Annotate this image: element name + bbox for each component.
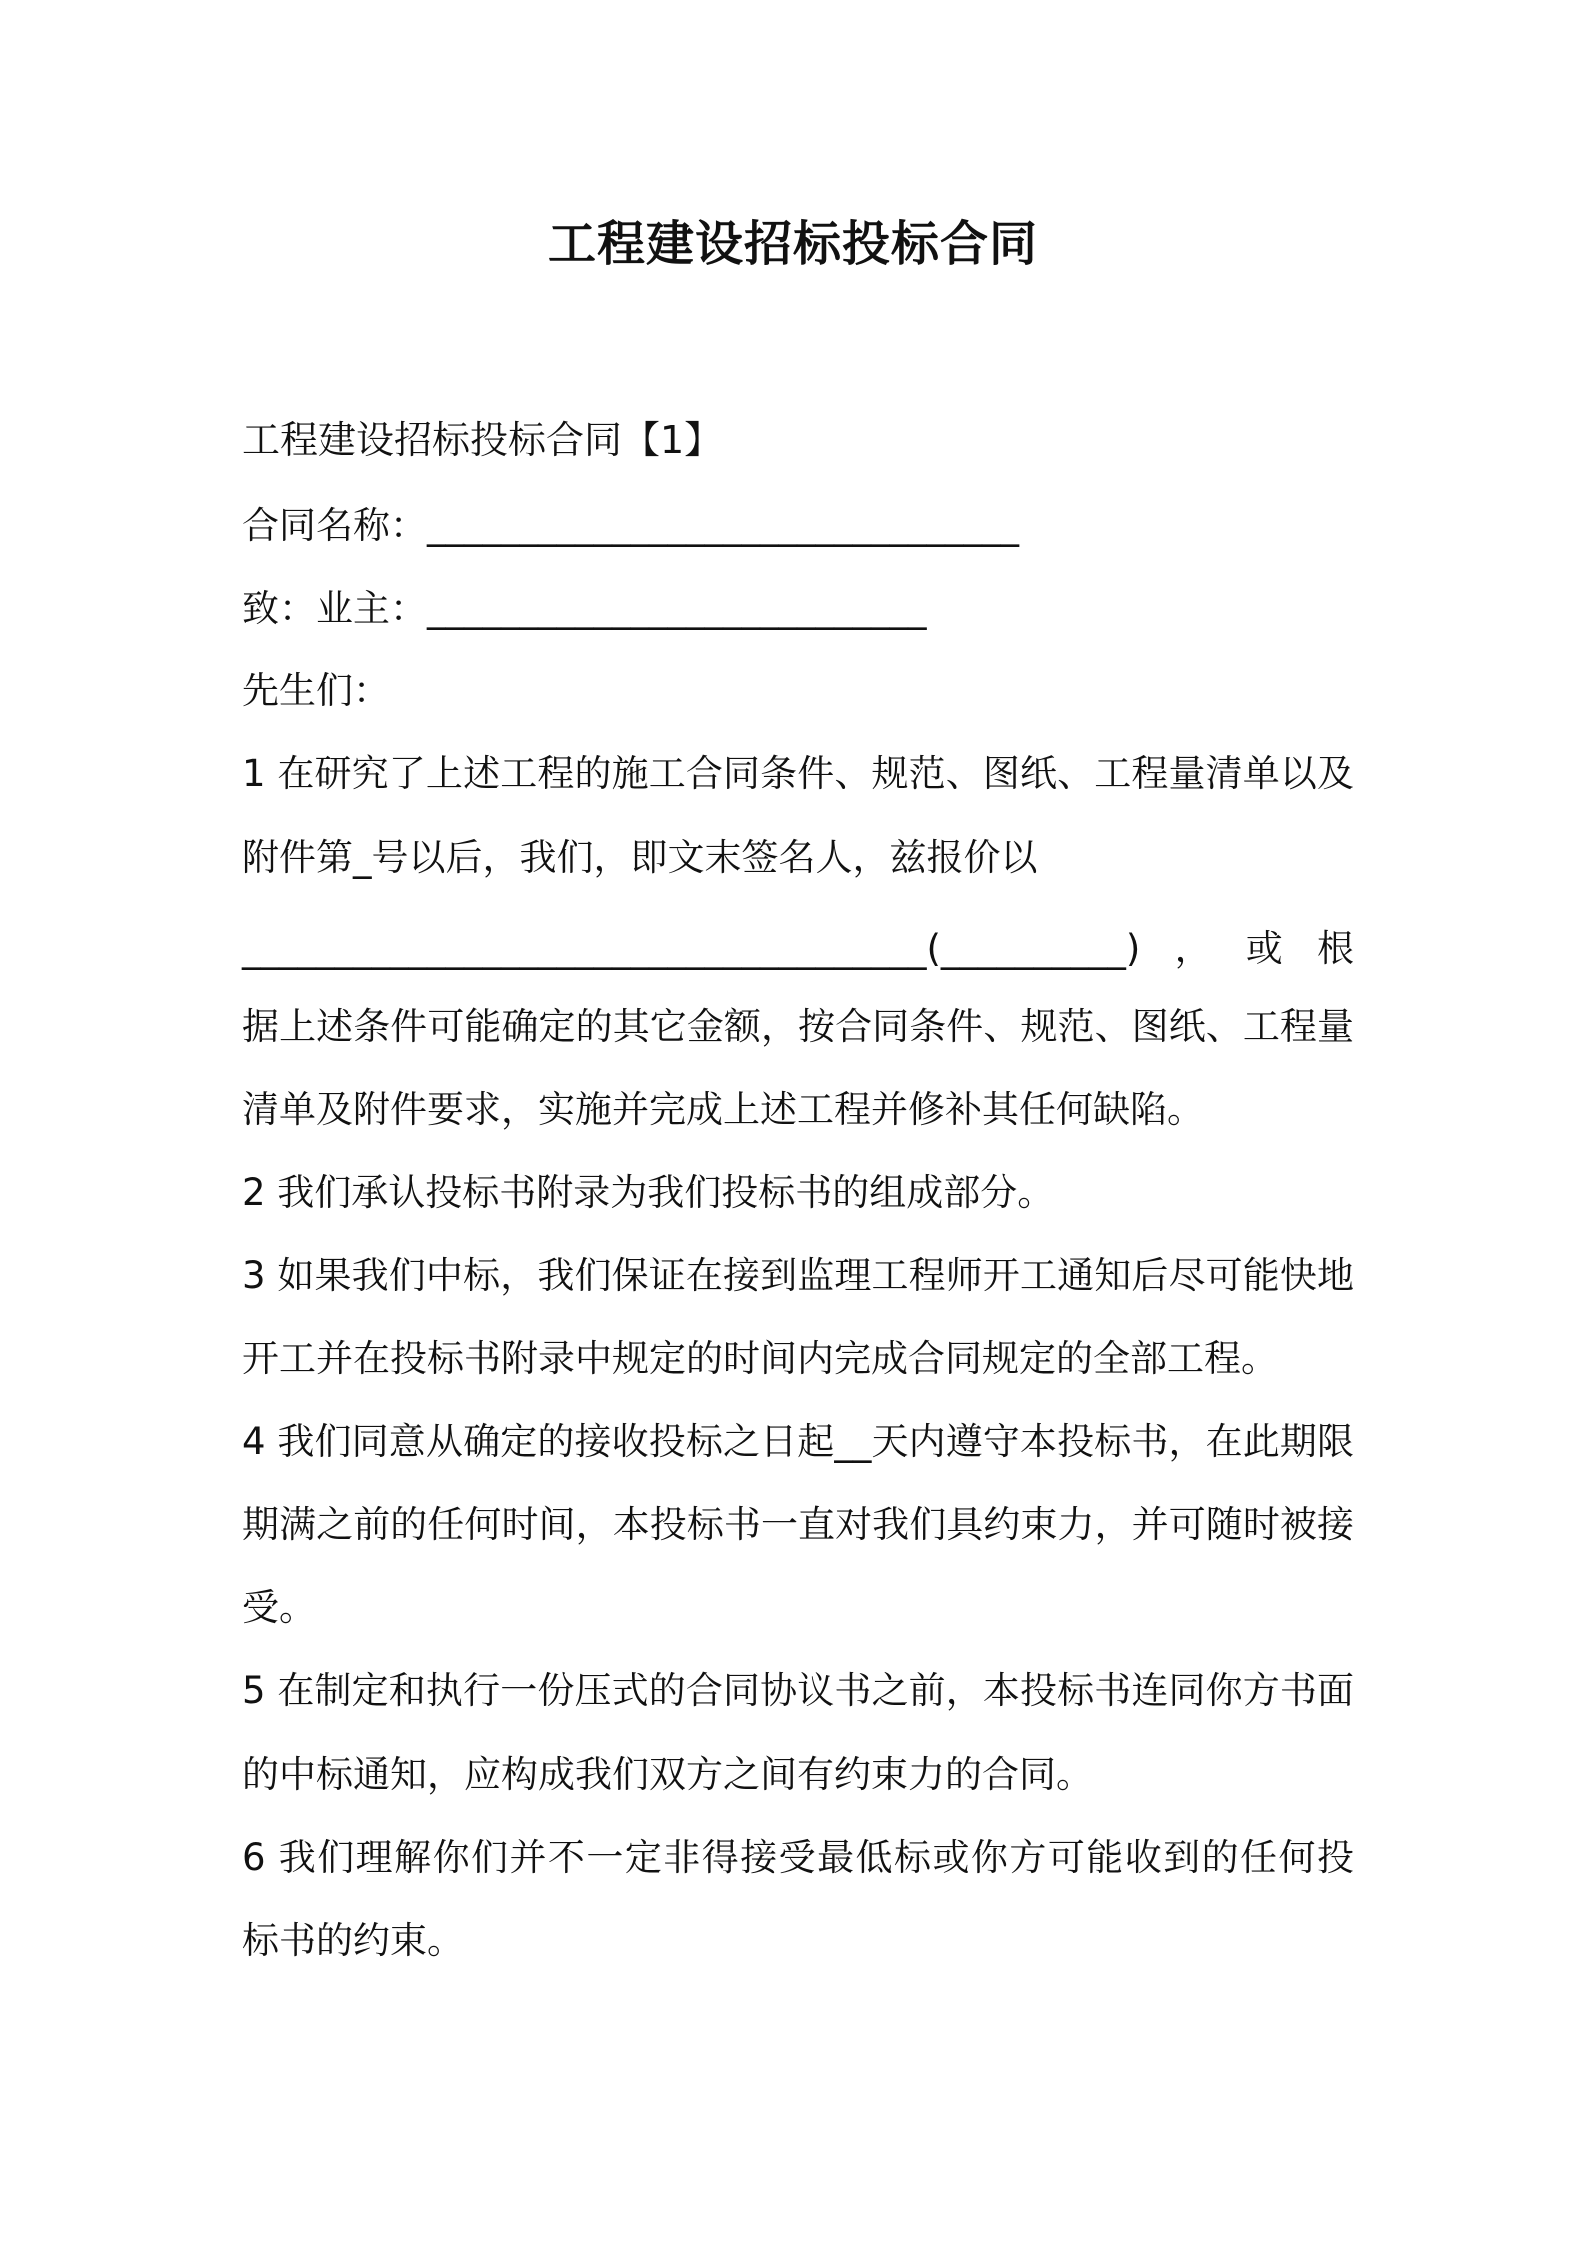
- clause-1-line-5: 清单及附件要求，实施并完成上述工程并修补其任何缺陷。: [242, 1088, 1204, 1131]
- clause-5-line-2: 的中标通知，应构成我们双方之间有约束力的合同。: [242, 1753, 1093, 1796]
- document-title: 工程建设招标投标合同: [547, 216, 1038, 272]
- clause-1-line-1: 1 在研究了上述工程的施工合同条件、规范、图纸、工程量清单以及: [242, 752, 1354, 795]
- clause-6-line-1: 6 我们理解你们并不一定非得接受最低标或你方可能收到的任何投: [242, 1836, 1354, 1879]
- clause-3-line-2: 开工并在投标书附录中规定的时间内完成合同规定的全部工程。: [242, 1337, 1278, 1380]
- clause-3-line-1: 3 如果我们中标，我们保证在接到监理工程师开工通知后尽可能快地: [242, 1254, 1354, 1297]
- clause-4-line-2: 期满之前的任何时间，本投标书一直对我们具约束力，并可随时被接: [242, 1503, 1354, 1546]
- clause-4-line-1: 4 我们同意从确定的接收投标之日起__天内遵守本投标书，在此期限: [242, 1420, 1354, 1463]
- salutation: 先生们：: [242, 669, 390, 712]
- clause-1-line-2: 附件第_号以后，我们，即文末签名人，兹报价以: [242, 836, 1038, 879]
- clause-1-line-4: 据上述条件可能确定的其它金额，按合同条件、规范、图纸、工程量: [242, 1005, 1354, 1048]
- addressee-field: 致：业主：___________________________: [242, 587, 927, 630]
- clause-6-line-2: 标书的约束。: [242, 1919, 464, 1962]
- section-heading: 工程建设招标投标合同【1】: [242, 418, 723, 462]
- clause-5-line-1: 5 在制定和执行一份压式的合同协议书之前，本投标书连同你方书面: [242, 1669, 1354, 1712]
- clause-2-line-1: 2 我们承认投标书附录为我们投标书的组成部分。: [242, 1171, 1055, 1214]
- clause-1-line-3: _____________________________________(__________)，或根: [242, 927, 1354, 970]
- contract-name-field: 合同名称：________________________________: [242, 504, 1019, 547]
- clause-4-line-3: 受。: [242, 1586, 316, 1629]
